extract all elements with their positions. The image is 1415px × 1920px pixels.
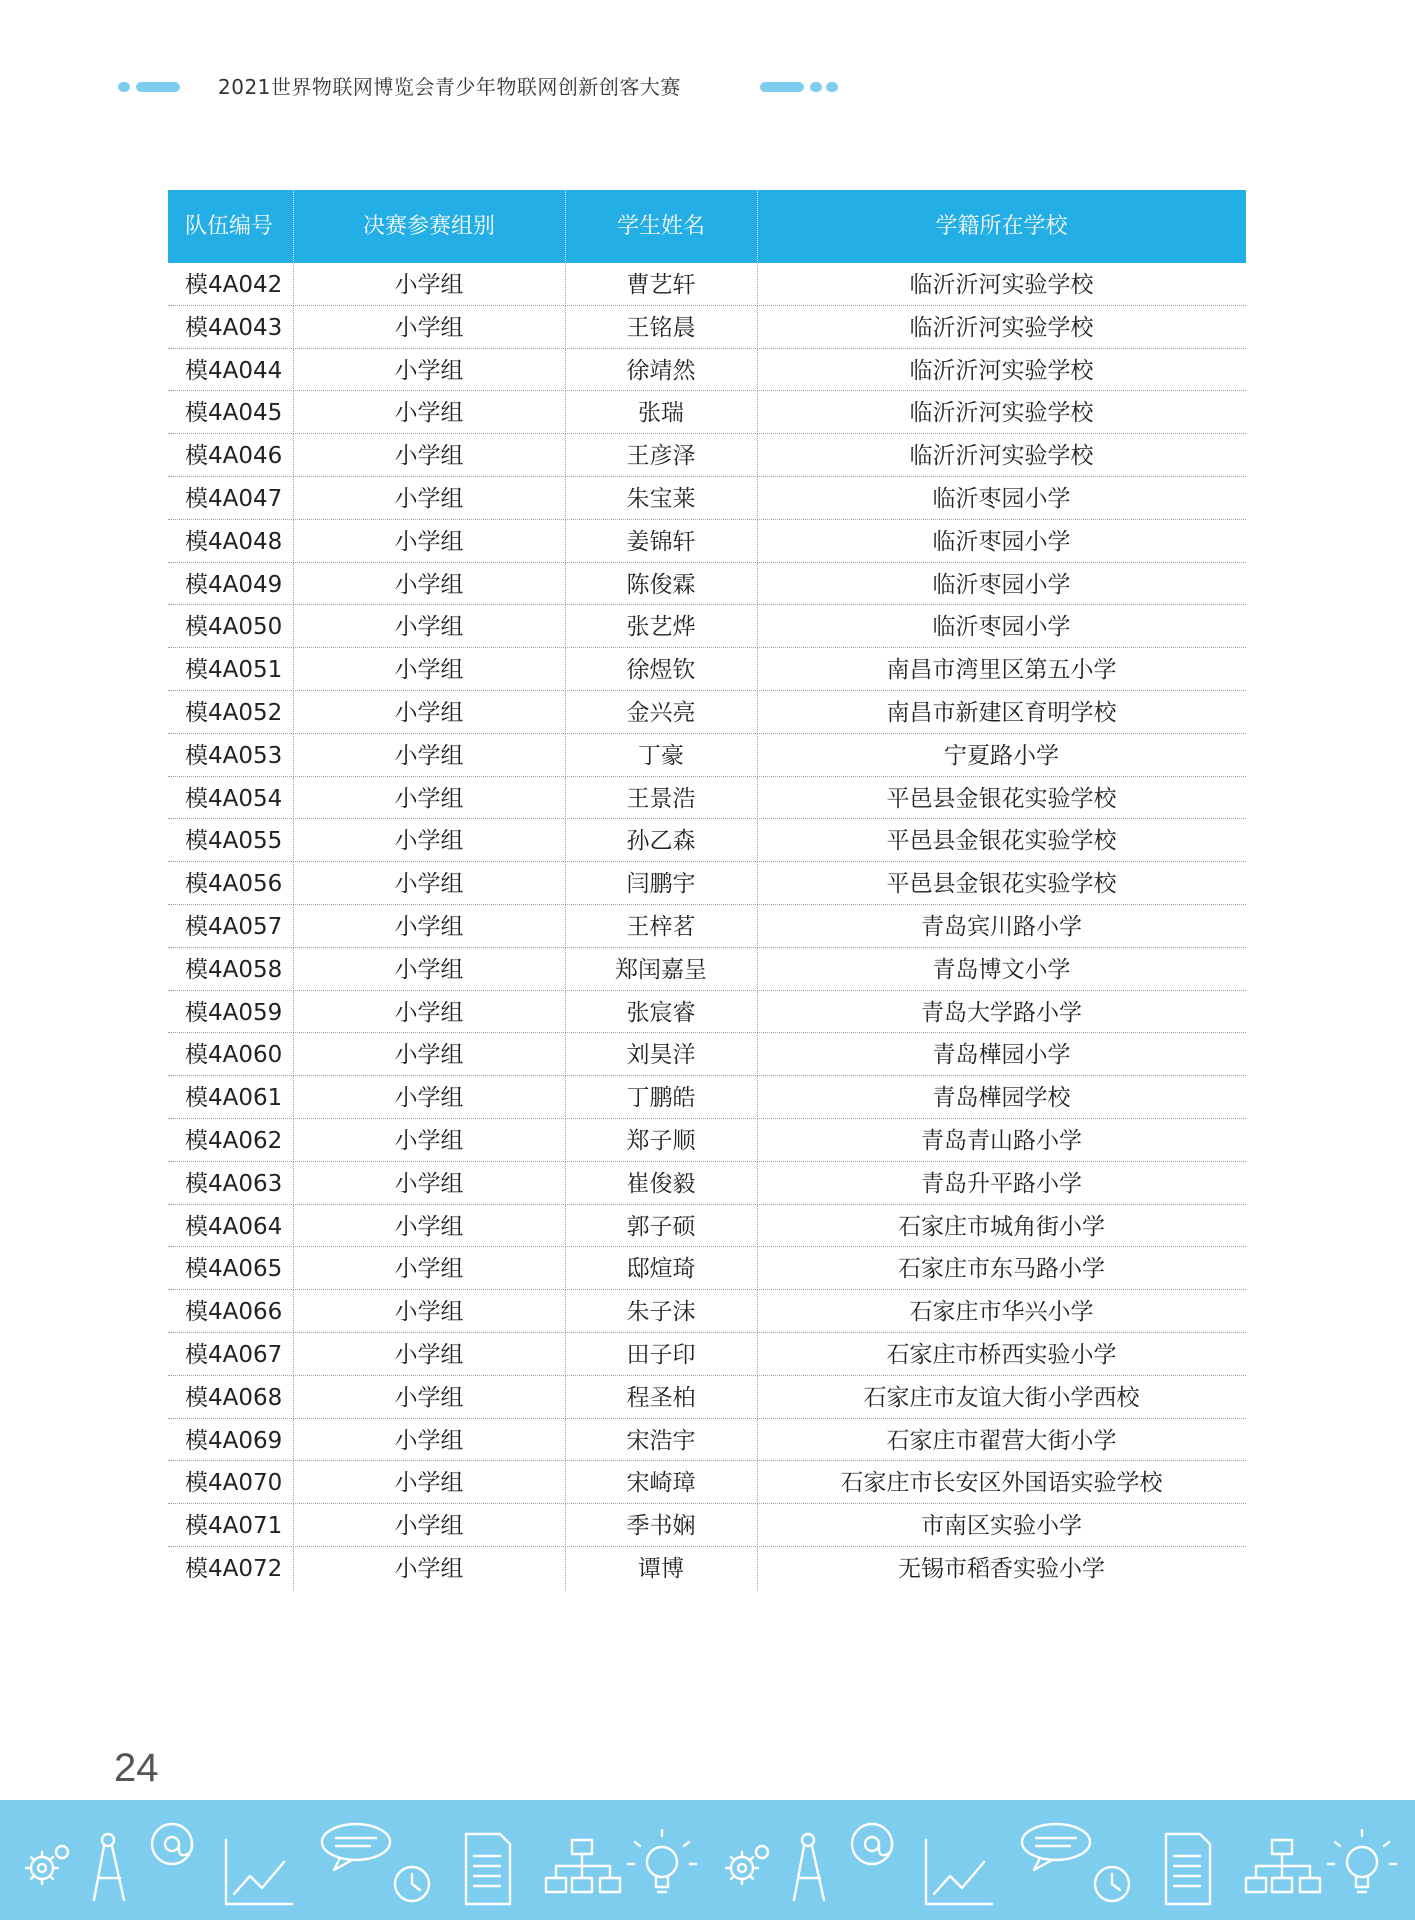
cell-school: 临沂枣园小学 [757,520,1246,563]
cell-school: 市南区实验小学 [757,1504,1246,1547]
cell-student-name: 崔俊毅 [565,1162,757,1205]
cell-student-name: 徐靖然 [565,349,757,392]
cell-student-name: 丁豪 [565,734,757,777]
cell-team-id: 模4A069 [185,1427,283,1454]
gear-icon [26,1846,68,1884]
cell-group: 小学组 [293,734,565,777]
cell-team-id: 模4A046 [185,443,283,470]
table-row [168,1162,1246,1205]
cell-team-id: 模4A064 [185,1213,283,1240]
cell-student-name: 宋崎璋 [565,1461,757,1504]
table-row [168,1461,1246,1504]
cell-group: 小学组 [293,777,565,820]
cell-group: 小学组 [293,1504,565,1547]
cell-student-name: 王景浩 [565,777,757,820]
header-group: 决赛参赛组别 [293,190,565,263]
cell-team-id: 模4A066 [185,1299,283,1326]
cell-school: 临沂枣园小学 [757,605,1246,648]
table-row [168,349,1246,392]
cell-team-id: 模4A049 [185,571,283,598]
cell-school: 石家庄市城角街小学 [757,1205,1246,1248]
cell-group: 小学组 [293,1376,565,1419]
cell-school: 石家庄市东马路小学 [757,1247,1246,1290]
cell-team-id: 模4A067 [185,1341,283,1368]
cell-group: 小学组 [293,819,565,862]
table-row [168,777,1246,820]
table-row [168,991,1246,1034]
cell-school: 临沂沂河实验学校 [757,391,1246,434]
cell-team-id: 模4A050 [185,614,283,641]
cell-team-id: 模4A063 [185,1170,283,1197]
cell-team-id: 模4A065 [185,1256,283,1283]
table-row [168,1033,1246,1076]
table-row [168,306,1246,349]
table-row [168,905,1246,948]
table-row [168,391,1246,434]
cell-group: 小学组 [293,905,565,948]
table-row [168,734,1246,777]
table-row [168,691,1246,734]
cell-school: 无锡市稻香实验小学 [757,1547,1246,1590]
table-row [168,434,1246,477]
cell-group: 小学组 [293,520,565,563]
cell-school: 石家庄市友谊大街小学西校 [757,1376,1246,1419]
cell-school: 青岛樺园学校 [757,1076,1246,1119]
cell-student-name: 谭博 [565,1547,757,1590]
cell-school: 平邑县金银花实验学校 [757,819,1246,862]
cell-student-name: 王铭晨 [565,306,757,349]
cell-team-id: 模4A052 [185,699,283,726]
table-row [168,1504,1246,1547]
cell-student-name: 郭子硕 [565,1205,757,1248]
cell-group: 小学组 [293,1247,565,1290]
cell-school: 平邑县金银花实验学校 [757,862,1246,905]
cell-team-id: 模4A057 [185,913,283,940]
cell-team-id: 模4A044 [185,357,283,384]
cell-group: 小学组 [293,434,565,477]
cell-student-name: 田子印 [565,1333,757,1376]
header-dot-right-small-1 [810,82,822,92]
table-row [168,563,1246,606]
page-number: 24 [114,1746,159,1790]
cell-student-name: 程圣柏 [565,1376,757,1419]
table-row [168,605,1246,648]
cell-student-name: 张宸睿 [565,991,757,1034]
cell-student-name: 宋浩宇 [565,1419,757,1462]
cell-school: 石家庄市桥西实验小学 [757,1333,1246,1376]
table-row [168,1290,1246,1333]
cell-group: 小学组 [293,349,565,392]
cell-school: 南昌市新建区育明学校 [757,691,1246,734]
cell-school: 石家庄市翟营大街小学 [757,1419,1246,1462]
cell-group: 小学组 [293,1205,565,1248]
cell-student-name: 刘昊洋 [565,1033,757,1076]
cell-student-name: 徐煜钦 [565,648,757,691]
table-row [168,862,1246,905]
table-row [168,1247,1246,1290]
table-row [168,1547,1246,1590]
cell-school: 石家庄市长安区外国语实验学校 [757,1461,1246,1504]
cell-team-id: 模4A042 [185,272,283,298]
cell-student-name: 邸煊琦 [565,1247,757,1290]
cell-student-name: 郑闰嘉呈 [565,948,757,991]
cell-team-id: 模4A043 [185,314,283,341]
cell-school: 青岛升平路小学 [757,1162,1246,1205]
cell-team-id: 模4A071 [185,1513,283,1540]
cell-team-id: 模4A047 [185,485,283,512]
header-dot-left-long [136,82,180,92]
at-sign-icon [152,1824,192,1864]
cell-group: 小学组 [293,605,565,648]
cell-group: 小学组 [293,306,565,349]
cell-team-id: 模4A072 [185,1555,283,1582]
cell-team-id: 模4A055 [185,828,283,855]
table-row [168,1419,1246,1462]
cell-team-id: 模4A058 [185,956,283,983]
table-row [168,1333,1246,1376]
cell-student-name: 王彦泽 [565,434,757,477]
cell-team-id: 模4A048 [185,528,283,555]
cell-student-name: 王梓茗 [565,905,757,948]
cell-student-name: 闫鹏宇 [565,862,757,905]
cell-group: 小学组 [293,648,565,691]
cell-group: 小学组 [293,1333,565,1376]
cell-group: 小学组 [293,1033,565,1076]
cell-school: 临沂枣园小学 [757,563,1246,606]
speech-bubble-icon [322,1824,390,1870]
cell-group: 小学组 [293,263,565,306]
cell-group: 小学组 [293,563,565,606]
cell-student-name: 郑子顺 [565,1119,757,1162]
cell-team-id: 模4A061 [185,1085,283,1112]
cell-team-id: 模4A053 [185,742,283,769]
cell-school: 南昌市湾里区第五小学 [757,648,1246,691]
table-row [168,1376,1246,1419]
cell-student-name: 丁鹏皓 [565,1076,757,1119]
table-row [168,477,1246,520]
cell-school: 石家庄市华兴小学 [757,1290,1246,1333]
flowchart-icon [546,1840,620,1892]
cell-group: 小学组 [293,1162,565,1205]
lightbulb-icon [628,1830,696,1892]
header-dot-right-long [760,82,804,92]
header-title: 2021世界物联网博览会青少年物联网创新创客大赛 [218,75,681,99]
cell-student-name: 陈俊霖 [565,563,757,606]
cell-school: 青岛宾川路小学 [757,905,1246,948]
cell-student-name: 金兴亮 [565,691,757,734]
cell-team-id: 模4A054 [185,785,283,812]
table-row [168,948,1246,991]
cell-school: 青岛博文小学 [757,948,1246,991]
cell-school: 临沂枣园小学 [757,477,1246,520]
header-dot-left-small [118,82,130,92]
table-row [168,1119,1246,1162]
cell-group: 小学组 [293,1119,565,1162]
cell-group: 小学组 [293,691,565,734]
cell-school: 青岛青山路小学 [757,1119,1246,1162]
cell-group: 小学组 [293,477,565,520]
cell-school: 平邑县金银花实验学校 [757,777,1246,820]
cell-group: 小学组 [293,862,565,905]
cell-school: 临沂沂河实验学校 [757,306,1246,349]
table-row [168,1076,1246,1119]
cell-group: 小学组 [293,1461,565,1504]
compass-icon [94,1834,124,1900]
table-row [168,648,1246,691]
table-row [168,263,1246,306]
cell-school: 宁夏路小学 [757,734,1246,777]
cell-school: 青岛樺园小学 [757,1033,1246,1076]
header-school: 学籍所在学校 [757,190,1246,263]
cell-group: 小学组 [293,391,565,434]
table-row [168,1205,1246,1248]
cell-team-id: 模4A068 [185,1384,283,1411]
cell-student-name: 曹艺轩 [565,263,757,306]
cell-student-name: 张瑞 [565,391,757,434]
header-student-name: 学生姓名 [565,190,757,263]
cell-student-name: 朱子沫 [565,1290,757,1333]
cell-group: 小学组 [293,948,565,991]
table-row [168,520,1246,563]
cell-school: 临沂沂河实验学校 [757,263,1246,306]
cell-group: 小学组 [293,1547,565,1590]
cell-student-name: 孙乙森 [565,819,757,862]
cell-school: 临沂沂河实验学校 [757,349,1246,392]
cell-team-id: 模4A051 [185,657,283,684]
cell-student-name: 姜锦轩 [565,520,757,563]
page-header [0,72,1415,102]
cell-team-id: 模4A059 [185,999,283,1026]
cell-team-id: 模4A060 [185,1042,283,1069]
header-dot-right-small-2 [826,82,838,92]
line-chart-icon [226,1840,292,1904]
cell-team-id: 模4A056 [185,871,283,898]
clock-icon [395,1867,429,1901]
document-icon [466,1834,510,1904]
cell-student-name: 季书娴 [565,1504,757,1547]
cell-group: 小学组 [293,991,565,1034]
cell-team-id: 模4A070 [185,1470,283,1497]
cell-group: 小学组 [293,1076,565,1119]
cell-student-name: 朱宝莱 [565,477,757,520]
cell-student-name: 张艺烨 [565,605,757,648]
header-team-id: 队伍编号 [185,214,274,239]
cell-group: 小学组 [293,1419,565,1462]
participants-table [168,190,1246,1590]
table-row [168,819,1246,862]
cell-team-id: 模4A045 [185,400,283,427]
table-body [168,263,1246,1590]
cell-group: 小学组 [293,1290,565,1333]
cell-school: 临沂沂河实验学校 [757,434,1246,477]
cell-school: 青岛大学路小学 [757,991,1246,1034]
table-header-row [168,190,1246,263]
footer-band [0,1800,1415,1920]
cell-team-id: 模4A062 [185,1127,283,1154]
